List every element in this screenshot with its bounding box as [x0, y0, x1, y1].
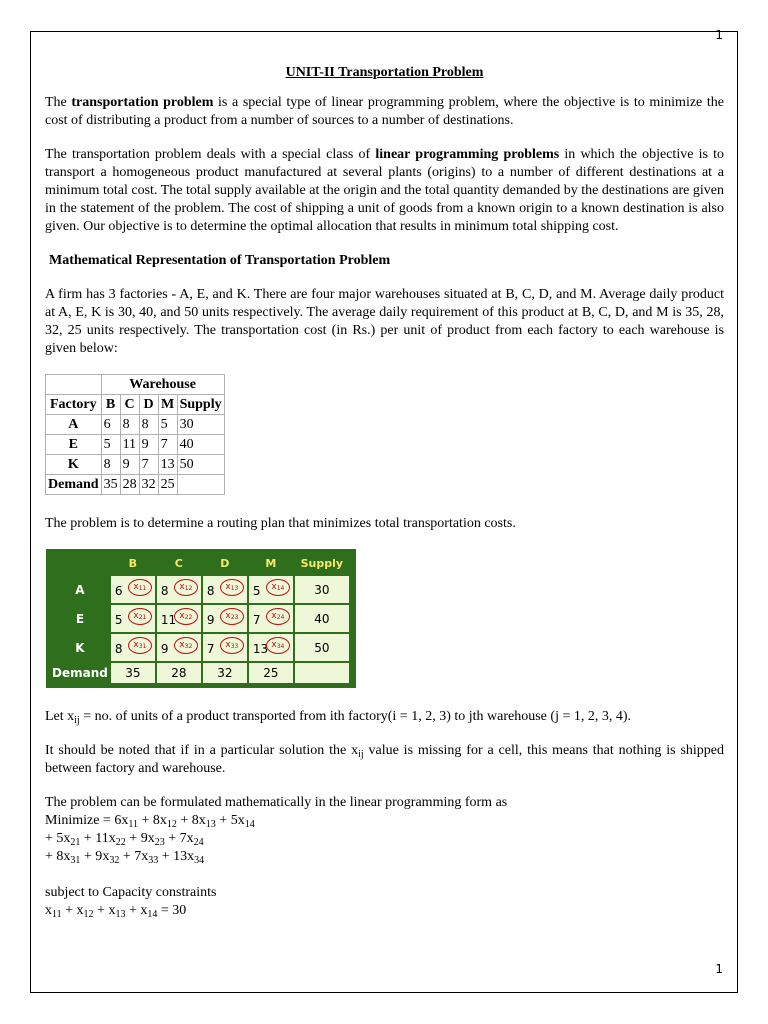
objective-line: Minimize = $6x_{11} + 8x_{12} + 8x_{13} + 5x_{14}$: [45, 813, 255, 830]
supply-cell: 50: [295, 634, 349, 661]
demand-cell: 28: [157, 663, 201, 683]
matrix-column-header: B: [111, 554, 155, 574]
document-title: UNIT-II Transportation Problem: [285, 65, 484, 80]
table-cell: 5: [158, 415, 177, 435]
transportation-matrix: [46, 549, 356, 688]
decision-variable: $x_{24}$: [266, 608, 290, 625]
table-cell: 11: [120, 435, 139, 455]
table-cell: 7: [139, 455, 158, 475]
objective-line: + $5x_{21} + 11x_{22} + 9x_{23} + 7x_{24}$: [45, 831, 204, 848]
table-cell: 6: [101, 415, 120, 435]
constraints-intro: subject to Capacity constraints: [45, 885, 217, 900]
column-header: C: [120, 395, 139, 415]
supply-cell: 30: [295, 576, 349, 603]
column-header: Factory: [46, 395, 102, 415]
intro-paragraph: The transportation problem is a special type of linear programming problem, where the objective is to minimize the cost of distributing a product from a number of sources to a number of destinations.: [45, 95, 724, 128]
table-cell: 13: [158, 455, 177, 475]
table-cell: 32: [139, 475, 158, 495]
table-cell: [177, 475, 224, 495]
demand-cell: 32: [203, 663, 247, 683]
transportation-grid: [49, 552, 351, 685]
matrix-demand-row: [51, 663, 349, 683]
missing-value-note: It should be noted that if in a particular solution the $x_{ij}$ value is missing for a cell, this means that nothing is shipped between factory and warehouse.: [45, 743, 725, 776]
matrix-row-label: Demand: [51, 663, 109, 683]
table-cell: 8: [139, 415, 158, 435]
matrix-cell: [249, 576, 293, 603]
matrix-row: [51, 576, 349, 603]
table-cell: 35: [101, 475, 120, 495]
matrix-cell: [111, 605, 155, 632]
decision-variable: $x_{22}$: [174, 608, 198, 625]
table-cell: 40: [177, 435, 224, 455]
matrix-cell: [157, 605, 201, 632]
row-label: E: [46, 435, 102, 455]
column-header: M: [158, 395, 177, 415]
table-row: [46, 455, 225, 475]
unit-cost: 6: [114, 584, 123, 598]
column-header: D: [139, 395, 158, 415]
page-number-bottom: 1: [715, 962, 723, 976]
table-cell: 5: [101, 435, 120, 455]
table-cell: 8: [120, 415, 139, 435]
routing-paragraph: The problem is to determine a routing plan that minimizes total transportation costs.: [45, 516, 516, 531]
document-body: [45, 64, 724, 920]
unit-cost: 8: [206, 584, 215, 598]
decision-variable: $x_{11}$: [128, 579, 152, 596]
matrix-row-label: E: [51, 605, 109, 632]
row-label: Demand: [46, 475, 102, 495]
unit-cost: 9: [206, 613, 215, 627]
matrix-corner: [51, 554, 109, 574]
decision-variable: $x_{23}$: [220, 608, 244, 625]
capacity-constraint: $x_{11} + x_{12} + x_{13} + x_{14} = 30$: [45, 903, 187, 920]
objective-function: [45, 812, 724, 866]
table-corner: [46, 375, 102, 395]
matrix-cell: [157, 576, 201, 603]
table-row: [46, 435, 225, 455]
formulation-intro: The problem can be formulated mathematically in the linear programming form as: [45, 795, 508, 810]
matrix-cell: [111, 634, 155, 661]
decision-variable: $x_{12}$: [174, 579, 198, 596]
matrix-row-label: A: [51, 576, 109, 603]
document-page: [30, 28, 738, 993]
matrix-header-row: [51, 554, 349, 574]
table-row: [46, 415, 225, 435]
matrix-cell: [203, 576, 247, 603]
unit-cost: 11: [160, 613, 177, 627]
section-heading: Mathematical Representation of Transportation Problem: [49, 253, 391, 268]
cost-table: [45, 374, 225, 495]
warehouse-group-header: Warehouse: [101, 375, 224, 395]
matrix-row-label: K: [51, 634, 109, 661]
decision-variable: $x_{34}$: [266, 637, 290, 654]
unit-cost: 13: [252, 642, 269, 656]
variable-definition: Let $x_{ij}$ = no. of units of a product transported from ith factory(i = 1, 2, 3) to jth warehouse (j = 1, 2, 3, 4).: [45, 709, 632, 726]
matrix-column-header: Supply: [295, 554, 349, 574]
row-label: K: [46, 455, 102, 475]
unit-cost: 5: [252, 584, 261, 598]
column-header: B: [101, 395, 120, 415]
matrix-row: [51, 605, 349, 632]
matrix-cell: [203, 634, 247, 661]
table-cell: 50: [177, 455, 224, 475]
decision-variable: $x_{13}$: [220, 579, 244, 596]
decision-variable: $x_{14}$: [266, 579, 290, 596]
decision-variable: $x_{33}$: [220, 637, 244, 654]
matrix-row: [51, 634, 349, 661]
table-header-row: [46, 395, 225, 415]
problem-statement: A firm has 3 factories - A, E, and K. There are four major warehouses situated at B, C, D, and M. Average daily product at A, E, K is 30, 40, and 50 units respectively. The average daily requirement of this product at B, C, D, and M is 35, 28, 32, 25 units respectively. The transportation cost (in Rs.) per unit of product from each factory to each warehouse is given below:: [45, 287, 724, 356]
table-cell: 25: [158, 475, 177, 495]
table-cell: 8: [101, 455, 120, 475]
matrix-cell: [157, 634, 201, 661]
unit-cost: 9: [160, 642, 169, 656]
unit-cost: 5: [114, 613, 123, 627]
objective-line: + $8x_{31} + 9x_{32} + 7x_{33} + 13x_{34}$: [45, 849, 205, 866]
unit-cost: 8: [160, 584, 169, 598]
demand-cell: 25: [249, 663, 293, 683]
decision-variable: $x_{32}$: [174, 637, 198, 654]
supply-cell: 40: [295, 605, 349, 632]
table-cell: 30: [177, 415, 224, 435]
table-cell: 28: [120, 475, 139, 495]
description-paragraph: The transportation problem deals with a special class of linear programming problems in which the objective is to transport a homogeneous product manufactured at several plants (origins) to a number of different destinations at a minimum total cost. The total supply available at the origin and the total quantity demanded by the destinations are given in the statement of the problem. The cost of shipping a unit of goods from a known origin to a known destination is also given. Our objective is to determine the optimal allocation that results in minimum total shipping cost.: [45, 147, 725, 234]
demand-cell: 35: [111, 663, 155, 683]
matrix-column-header: C: [157, 554, 201, 574]
unit-cost: 7: [252, 613, 261, 627]
decision-variable: $x_{31}$: [128, 637, 152, 654]
table-cell: 7: [158, 435, 177, 455]
matrix-cell: [249, 605, 293, 632]
table-cell: 9: [120, 455, 139, 475]
matrix-cell: [249, 634, 293, 661]
unit-cost: 8: [114, 642, 123, 656]
matrix-column-header: D: [203, 554, 247, 574]
column-header: Supply: [177, 395, 224, 415]
page-number-top: 1: [715, 28, 723, 42]
unit-cost: 7: [206, 642, 215, 656]
table-cell: 9: [139, 435, 158, 455]
matrix-cell: [111, 576, 155, 603]
matrix-column-header: M: [249, 554, 293, 574]
decision-variable: $x_{21}$: [128, 608, 152, 625]
row-label: A: [46, 415, 102, 435]
matrix-cell: [203, 605, 247, 632]
demand-cell: [295, 663, 349, 683]
demand-row: [46, 475, 225, 495]
